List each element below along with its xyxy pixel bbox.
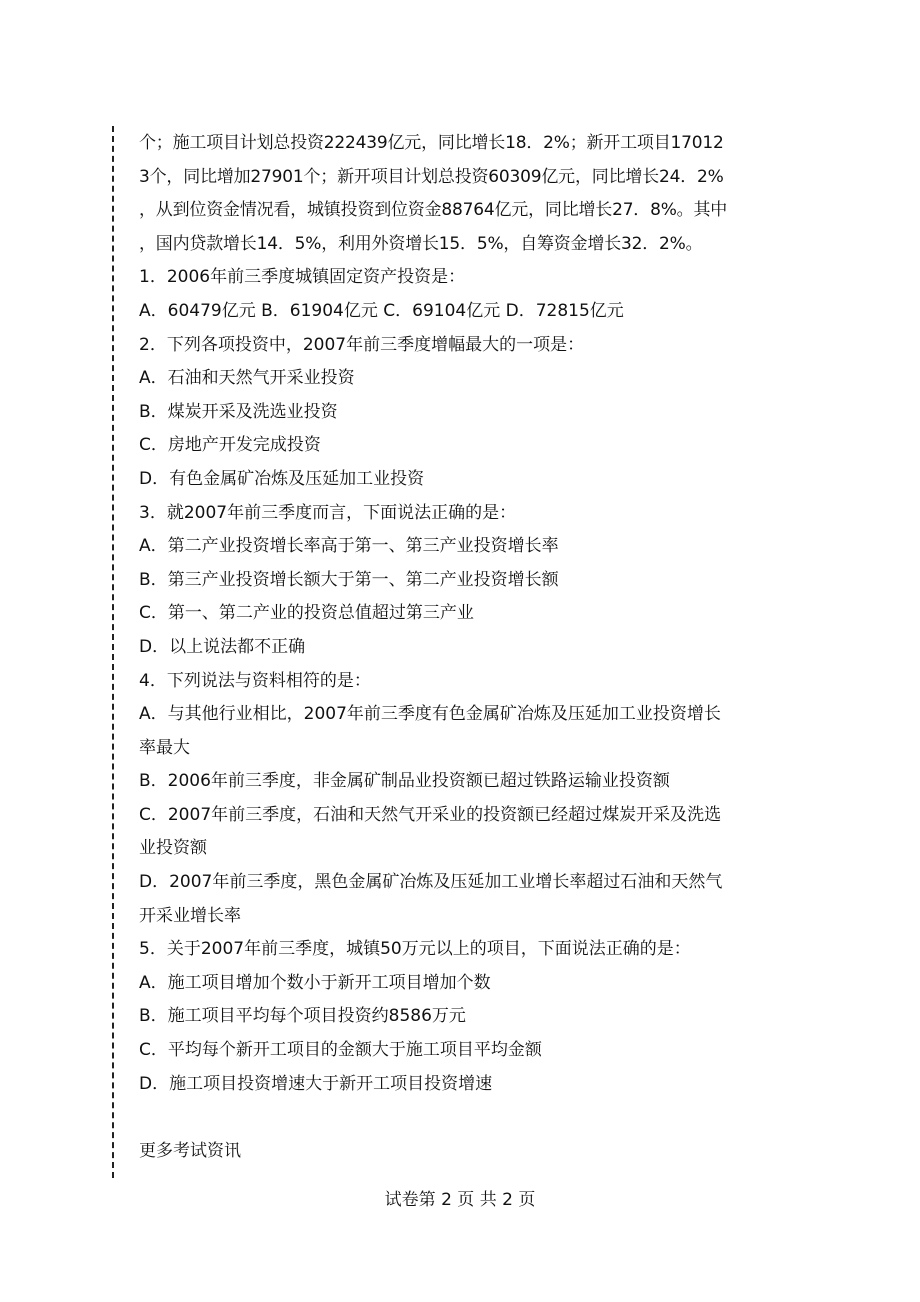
question-stem: 5．关于2007年前三季度，城镇50万元以上的项目，下面说法正确的是： [139,939,691,960]
option-b: B．第三产业投资增长额大于第一、第二产业投资增长额 [139,569,559,590]
option-d: D．以上说法都不正确 [139,636,306,657]
option-d-line-2: 开采业增长率 [139,905,241,926]
option-c: C．房地产开发完成投资 [139,435,321,456]
option-b: B．2006年前三季度，非金属矿制品业投资额已超过铁路运输业投资额 [139,771,670,792]
option-c-line-1: C．2007年前三季度，石油和天然气开采业的投资额已经超过煤炭开采及洗选 [139,804,722,825]
option-d: D．施工项目投资增速大于新开工项目投资增速 [139,1073,493,1094]
intro-line: ，从到位资金情况看，城镇投资到位资金88764亿元，同比增长27．8%。其中 [139,200,728,221]
binding-dashed-line [112,126,114,1178]
option-d: D．有色金属矿冶炼及压延加工业投资 [139,468,425,489]
document-body [139,127,779,1168]
intro-line: ，国内贷款增长14．5%，利用外资增长15．5%，自筹资金增长32．2%。 [139,233,703,254]
intro-line: 3个，同比增加27901个；新开项目计划总投资60309亿元，同比增长24．2% [139,166,724,187]
question-options-inline: A．60479亿元 B．61904亿元 C．69104亿元 D．72815亿元 [139,300,624,321]
question-5 [139,933,779,1101]
option-c-line-2: 业投资额 [139,838,207,859]
question-4 [139,665,779,934]
option-a-line-2: 率最大 [139,737,190,758]
question-stem: 1．2006年前三季度城镇固定资产投资是： [139,267,466,288]
option-b: B．煤炭开采及洗选业投资 [139,401,338,422]
option-a: A．施工项目增加个数小于新开工项目增加个数 [139,972,491,993]
option-c: C．第一、第二产业的投资总值超过第三产业 [139,603,474,624]
question-stem: 2．下列各项投资中，2007年前三季度增幅最大的一项是： [139,334,585,355]
option-c: C．平均每个新开工项目的金额大于施工项目平均金额 [139,1040,542,1061]
intro-paragraph [139,127,779,261]
option-a: A．石油和天然气开采业投资 [139,368,355,389]
option-a-line-1: A．与其他行业相比，2007年前三季度有色金属矿冶炼及压延加工业投资增长 [139,704,721,725]
question-stem: 3．就2007年前三季度而言，下面说法正确的是： [139,502,517,523]
question-stem: 4．下列说法与资料相符的是： [139,670,371,691]
option-d-line-1: D．2007年前三季度，黑色金属矿冶炼及压延加工业增长率超过石油和天然气 [139,872,723,893]
page-footer: 试卷第 2 页 共 2 页 [384,1190,536,1210]
intro-line: 个；施工项目计划总投资222439亿元，同比增长18．2%；新开工项目17012 [139,133,724,153]
question-3 [139,497,779,665]
question-2 [139,329,779,497]
question-1 [139,261,779,328]
option-a: A．第二产业投资增长率高于第一、第三产业投资增长率 [139,536,559,557]
option-b: B．施工项目平均每个项目投资约8586万元 [139,1006,466,1027]
more-info-text: 更多考试资讯 [139,1140,241,1161]
blank-line [139,1101,779,1135]
